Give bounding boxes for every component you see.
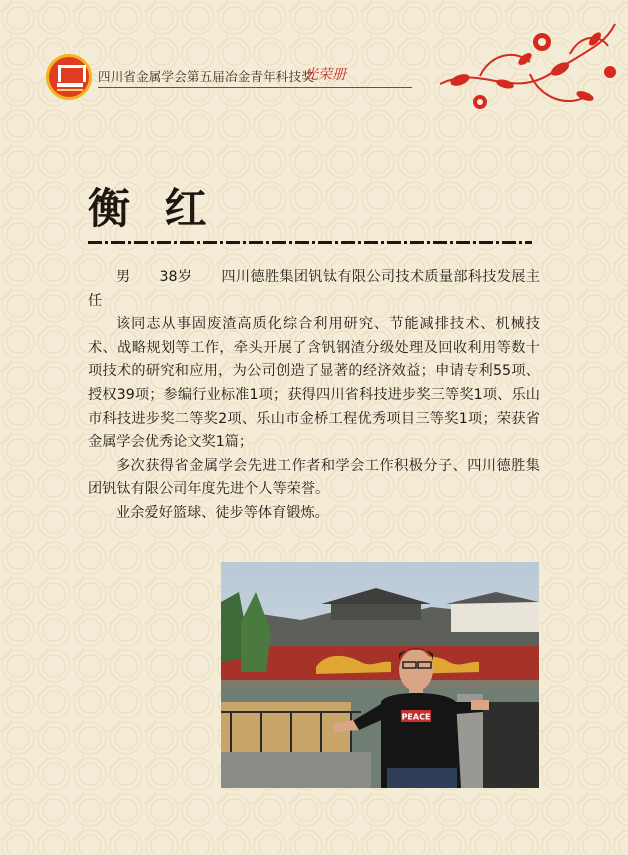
bio-paragraph: 男 38岁 四川德胜集团钒钛有限公司技术质量部科技发展主任 — [88, 269, 540, 309]
bio-paragraph: 多次获得省金属学会先进工作者和学会工作积极分子、四川德胜集团钒钛有限公司年度先进个人等荣誉。 — [88, 457, 540, 498]
floral-ornament-icon — [420, 14, 620, 122]
biography — [88, 266, 540, 526]
page-header — [46, 54, 376, 100]
society-logo — [46, 54, 92, 100]
portrait-photo — [221, 562, 539, 788]
header-badge: 光荣册 — [304, 67, 346, 83]
shirt-print: PEACE — [401, 712, 431, 722]
title-divider — [88, 241, 532, 244]
portrait-photo-image — [221, 562, 539, 788]
logo-mark-icon — [58, 65, 86, 82]
header-title: 四川省金属学会第五届冶金青年科技奖 — [98, 69, 314, 84]
header-rule — [98, 87, 412, 88]
person-name: 衡 红 — [88, 184, 217, 233]
bio-paragraph: 该同志从事固废渣高质化综合利用研究、节能减排技术、机械技术、战略规划等工作，牵头开展了含钒钢渣分级处理及回收利用等数十项技术的研究和应用，为公司创造了显著的经济效益；申请专利55项、授权39项；参编行业标准1项；获得四川省科技进步奖三等奖1项、乐山市科技进步奖二等奖2项、乐山市金桥工程优秀项目三等奖1项；荣获省金属学会优秀论文奖1篇； — [88, 316, 540, 451]
bio-paragraph: 业余爱好篮球、徒步等体育锻炼。 — [116, 504, 329, 521]
